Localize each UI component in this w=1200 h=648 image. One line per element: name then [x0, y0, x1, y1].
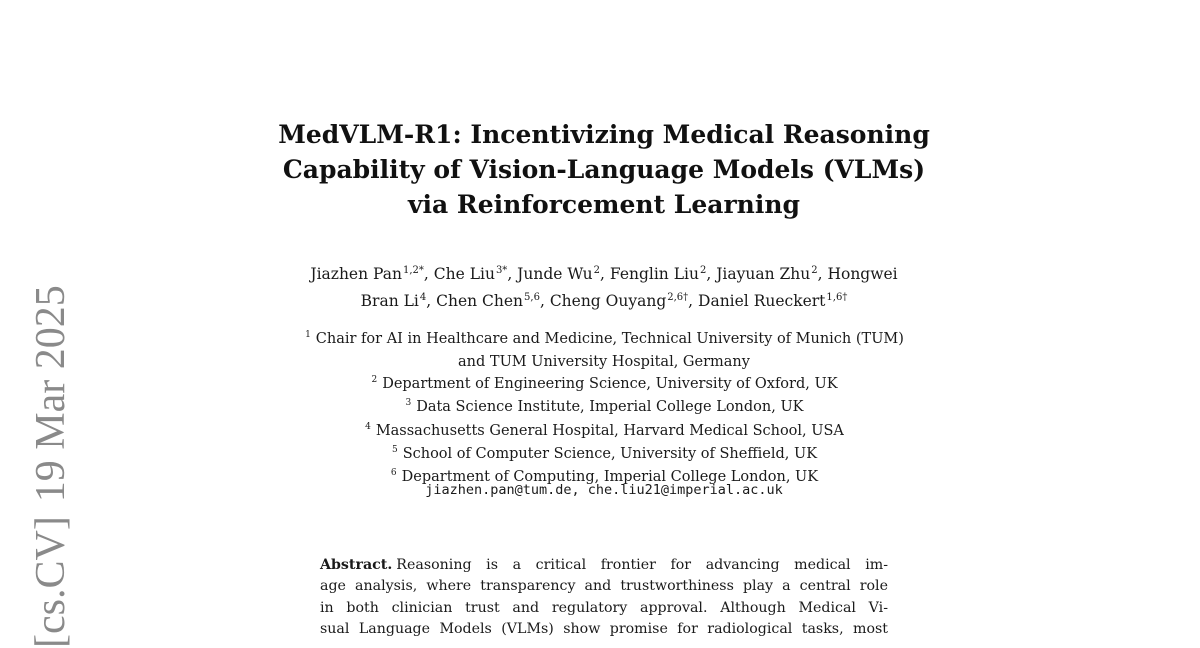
author-name: Daniel Rueckert — [698, 292, 826, 310]
affiliation-item — [204, 444, 1004, 467]
author-name: Cheng Ouyang — [549, 292, 667, 310]
abstract-line: age analysis, where transparency and trustworthiness play a central role — [320, 578, 888, 595]
affiliation-text: Department of Computing, Imperial College London, UK — [401, 469, 819, 486]
arxiv-date: 19 Mar 2025 — [28, 285, 74, 503]
author-affiliation-mark: 2 — [699, 265, 707, 276]
affiliation-text: Data Science Institute, Imperial College London, UK — [416, 399, 804, 416]
abstract-heading: Abstract. — [320, 557, 393, 573]
author-affiliation-mark: 2 — [593, 265, 601, 276]
author-name: Che Liu — [433, 265, 495, 283]
abstract-text: Reasoning is a critical frontier for advancing medical im- — [396, 557, 888, 573]
author-affiliation-mark: 1,6† — [826, 292, 848, 303]
author-name: Jiazhen Pan — [310, 265, 402, 283]
affiliation-text: and TUM University Hospital, Germany — [458, 354, 750, 371]
author-name: Chen Chen — [436, 292, 524, 310]
author-affiliation-mark: 4 — [419, 292, 427, 303]
paper-title — [204, 117, 1004, 222]
author-name: Bran Li — [360, 292, 419, 310]
affiliation-text: School of Computer Science, University of Sheffield, UK — [402, 446, 818, 463]
affiliation-item — [204, 374, 1004, 397]
affiliation-number: 2 — [371, 374, 378, 385]
contact-emails: jiazhen.pan@tum.de, che.liu21@imperial.ac.uk — [425, 482, 783, 498]
author-name: Jiayuan Zhu — [716, 265, 811, 283]
author-name: Hongwei — [827, 265, 898, 283]
author-affiliation-mark: 2,6† — [667, 292, 689, 303]
affiliation-number: 3 — [405, 398, 412, 409]
title-line: MedVLM-R1: Incentivizing Medical Reasoning — [278, 120, 930, 149]
title-line: Capability of Vision-Language Models (VLMs) — [282, 155, 926, 184]
title-line: via Reinforcement Learning — [408, 190, 800, 219]
affiliation-number: 6 — [390, 468, 397, 479]
author-affiliation-mark: 5,6 — [524, 292, 540, 303]
abstract — [320, 555, 888, 640]
affiliation-number: 5 — [391, 445, 398, 456]
arxiv-stamp — [28, 285, 74, 648]
author-affiliation-mark: 2 — [811, 265, 818, 276]
affiliation-number: 1 — [305, 330, 311, 340]
author-affiliation-mark: 3* — [495, 265, 508, 276]
affiliation-list — [204, 329, 1004, 491]
affiliation-item — [204, 397, 1004, 420]
author-name: Junde Wu — [517, 265, 593, 283]
abstract-line: in both clinician trust and regulatory approval. Although Medical Vi- — [320, 599, 888, 616]
author-affiliation-mark: 1,2* — [402, 265, 424, 276]
author-list — [204, 262, 1004, 316]
abstract-line — [320, 555, 888, 576]
affiliation-item — [204, 352, 1004, 373]
author-name: Fenglin Liu — [609, 265, 699, 283]
affiliation-item — [204, 421, 1004, 444]
affiliation-text: Massachusetts General Hospital, Harvard Medical School, USA — [375, 422, 844, 439]
affiliation-text: Department of Engineering Science, University of Oxford, UK — [382, 375, 838, 392]
affiliation-text: Chair for AI in Healthcare and Medicine, Technical University of Munich (TUM) — [315, 331, 904, 347]
affiliation-item — [204, 329, 1004, 352]
author-line: Jiazhen Pan$^{1,2*}$, Che Liu$^{3*}$, Junde Wu$^2$, Fenglin Liu$^2$, Jiayuan Zhu$^2$, Hongwei — [310, 265, 898, 283]
abstract-line: sual Language Models (VLMs) show promise for radiological tasks, most — [320, 620, 888, 637]
author-line: Bran Li$^4$, Chen Chen$^{5,6}$, Cheng Ouyang$^{2,6\dagger}$, Daniel Rueckert$^{1,6\dagger}$ — [360, 292, 848, 310]
affiliation-number: 4 — [365, 421, 371, 432]
arxiv-category: [cs.CV] — [28, 516, 74, 648]
